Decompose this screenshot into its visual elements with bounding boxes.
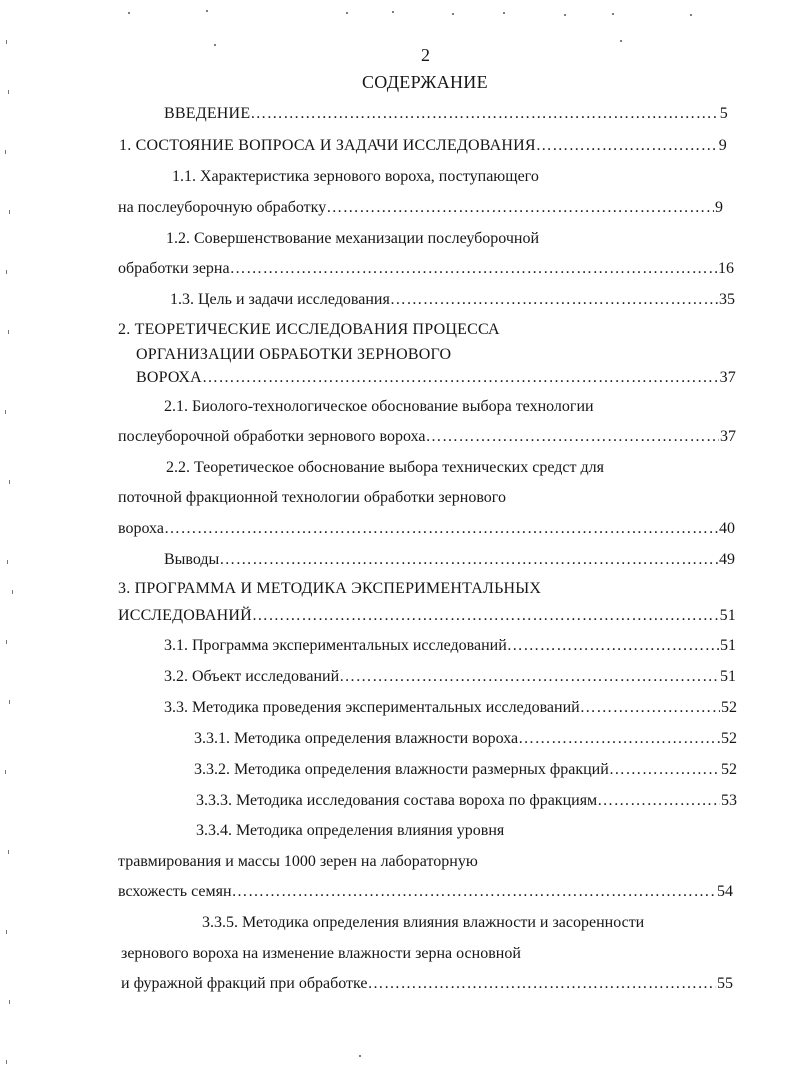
toc-page-number: 35 [719, 291, 735, 308]
toc-entry-text: на послеуборочную обработку [118, 199, 327, 216]
toc-entry-3-3-4-line3[interactable] [118, 882, 733, 902]
toc-entry-3-2[interactable] [164, 667, 736, 687]
toc-entry-text: обработки зерна [118, 260, 230, 277]
toc-leader-dots [164, 519, 718, 539]
toc-entry-text: 2.2. Теоретическое обоснование выбора технических средст для [166, 459, 604, 476]
toc-entry-text: 3.3.1. Методика определения влажности вороха [194, 730, 519, 747]
toc-entry-text: вороха [118, 520, 164, 537]
toc-entry-text: Выводы [164, 551, 220, 568]
toc-entry-3-3-2[interactable] [194, 760, 737, 780]
toc-entry-1-2-line1[interactable] [166, 229, 539, 249]
toc-entry-text: 3.3.4. Методика определения влияния уровня [196, 822, 505, 839]
toc-entry-text: 1.1. Характеристика зернового вороха, поступающего [172, 168, 539, 185]
toc-entry-text: ИССЛЕДОВАНИЙ [118, 607, 252, 624]
toc-leader-dots [518, 729, 720, 749]
toc-page-number: 40 [719, 520, 735, 537]
toc-leader-dots [219, 550, 718, 570]
toc-entry-text: 3.3.3. Методика исследования состава вороха по фракциям [196, 792, 598, 809]
toc-leader-dots [232, 882, 716, 902]
toc-leader-dots [339, 667, 719, 687]
toc-leader-dots [250, 104, 719, 124]
toc-entry-1-1-line1[interactable] [172, 167, 539, 187]
toc-entry-section-2-line1[interactable] [118, 320, 500, 340]
toc-entry-3-1[interactable] [164, 636, 736, 656]
toc-entry-text: зернового вороха на изменение влажности зерна основной [121, 945, 521, 962]
toc-entry-1-2-line2[interactable] [118, 259, 734, 279]
toc-entry-text: 3.1. Программа экспериментальных исследований [164, 637, 507, 654]
toc-entry-2-1-line1[interactable] [164, 397, 594, 417]
toc-page-number: 52 [721, 761, 737, 778]
toc-leader-dots [390, 290, 718, 310]
toc-entry-text: и фуражной фракций при обработке [121, 975, 368, 992]
toc-entry-text: 1.2. Совершенствование механизации послеуборочной [166, 230, 540, 247]
toc-page-number: 52 [721, 699, 737, 716]
toc-page-number: 51 [720, 637, 736, 654]
toc-page-number: 16 [718, 260, 734, 277]
toc-entry-3-3-5-line1[interactable] [202, 913, 644, 933]
toc-entry-2-2-line1[interactable] [166, 458, 604, 478]
toc-entry-1-3[interactable] [170, 290, 735, 310]
toc-entry-1-1-line2[interactable] [118, 198, 723, 218]
toc-entry-text: 3.2. Объект исследований [164, 668, 340, 685]
toc-entry-text: 3.3. Методика проведения экспериментальных исследований [164, 699, 580, 716]
toc-entry-3-3-4-line1[interactable] [196, 821, 504, 841]
toc-entry-text: травмирования и массы 1000 зерен на лабораторную [118, 853, 478, 870]
toc-entry-3-3-4-line2[interactable] [118, 852, 478, 872]
toc-entry-section-3-line1[interactable] [118, 579, 541, 599]
toc-entry-text: 1. СОСТОЯНИЕ ВОПРОСА И ЗАДАЧИ ИССЛЕДОВАНИЯ [119, 137, 536, 154]
toc-entry-3-3-5-line2[interactable] [121, 944, 521, 964]
toc-page-number: 55 [717, 975, 733, 992]
toc-leader-dots [536, 136, 718, 156]
toc-entry-text: поточной фракционной технологии обработки зернового [118, 489, 506, 506]
toc-entry-text: послеуборочной обработки зернового вороха [118, 428, 426, 445]
toc-entry-intro[interactable] [164, 104, 728, 124]
toc-leader-dots [597, 791, 720, 811]
toc-entry-section-2-line3[interactable] [136, 368, 736, 388]
toc-page-number: 51 [720, 668, 736, 685]
toc-entry-section-3-line2[interactable] [118, 606, 736, 626]
toc-leader-dots [230, 259, 717, 279]
toc-leader-dots [252, 606, 719, 626]
toc-entry-text: 1.3. Цель и задачи исследования [170, 291, 390, 308]
toc-entry-2-1-line2[interactable] [118, 427, 736, 447]
toc-leader-dots [609, 760, 720, 780]
toc-leader-dots [425, 427, 719, 447]
toc-entry-3-3-3[interactable] [196, 791, 737, 811]
toc-page-number: 49 [719, 551, 735, 568]
toc-entry-text: ВВЕДЕНИЕ [164, 105, 251, 122]
toc-leader-dots [202, 368, 719, 388]
toc-page-number: 37 [719, 369, 736, 386]
toc-entry-section-1[interactable] [119, 136, 727, 156]
toc-page-number: 5 [719, 105, 728, 122]
toc-leader-dots [368, 974, 716, 994]
toc-leader-dots [326, 198, 714, 218]
toc-entry-2-2-line3[interactable] [118, 519, 735, 539]
toc-entry-text: всхожесть семян [118, 883, 232, 900]
toc-entry-2-2-line2[interactable] [118, 488, 506, 508]
toc-entry-3-3[interactable] [164, 698, 737, 718]
toc-page-number: 51 [719, 607, 736, 624]
toc-entry-3-3-5-line3[interactable] [121, 974, 733, 994]
toc-entry-conclusions[interactable] [164, 550, 735, 570]
toc-page-number: 9 [718, 137, 727, 154]
toc-leader-dots [507, 636, 719, 656]
toc-entry-text: 2. ТЕОРЕТИЧЕСКИЕ ИССЛЕДОВАНИЯ ПРОЦЕССА [118, 321, 500, 338]
toc-page-number: 37 [720, 428, 736, 445]
toc-entry-text: ВОРОХА [136, 369, 202, 386]
page-number: 2 [421, 45, 430, 65]
toc-entry-3-3-1[interactable] [194, 729, 737, 749]
toc-entry-text: 3. ПРОГРАММА И МЕТОДИКА ЭКСПЕРИМЕНТАЛЬНЫХ [118, 580, 542, 597]
toc-entry-section-2-line2[interactable] [136, 345, 451, 365]
toc-leader-dots [580, 698, 720, 718]
toc-page-number: 9 [715, 199, 723, 216]
toc-entry-text: 3.3.2. Методика определения влажности размерных фракций [194, 761, 609, 778]
page-title: СОДЕРЖАНИЕ [362, 72, 488, 92]
toc-page-number: 52 [721, 730, 737, 747]
toc-page-number: 53 [721, 792, 737, 809]
toc-entry-text: 2.1. Биолого-технологическое обоснование выбора технологии [164, 398, 594, 415]
toc-page-number: 54 [717, 883, 733, 900]
toc-entry-text: 3.3.5. Методика определения влияния влажности и засоренности [202, 914, 645, 931]
toc-entry-text: ОРГАНИЗАЦИИ ОБРАБОТКИ ЗЕРНОВОГО [136, 346, 452, 363]
